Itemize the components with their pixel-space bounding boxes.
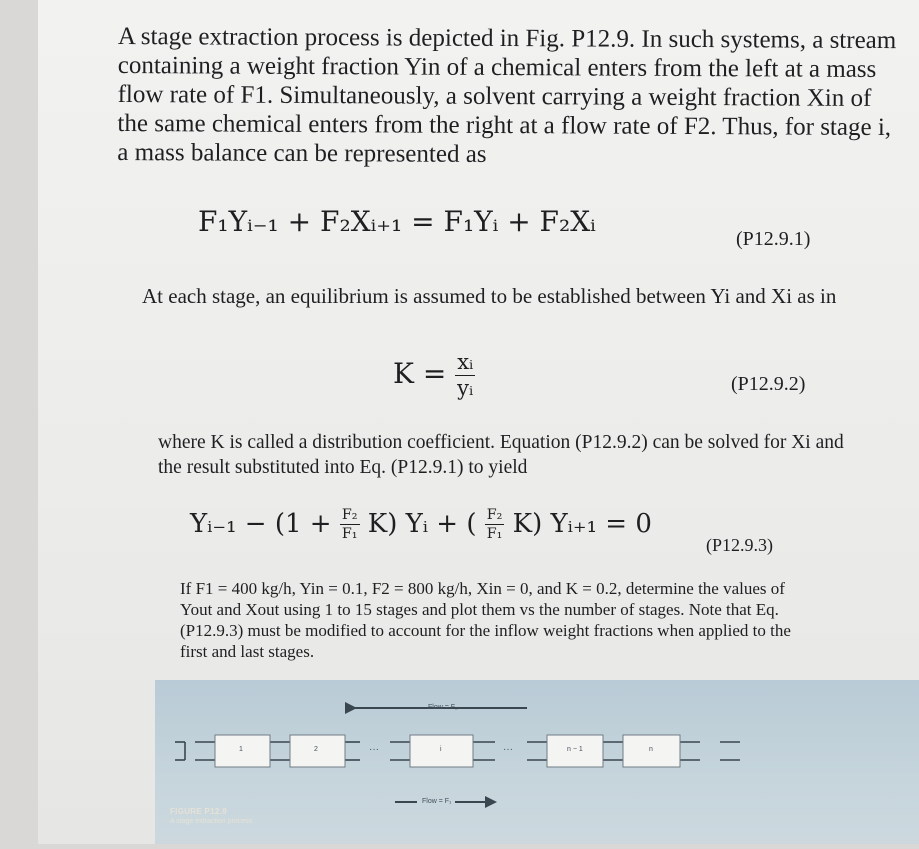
stage-label-n-minus-1: n − 1 [567, 746, 583, 753]
equation-3-frac-a-num: F₂ [340, 508, 360, 525]
problem-statement-paragraph: If F1 = 400 kg/h, Yin = 0.1, F2 = 800 kg/h, Xin = 0, and K = 0.2, determine the values of Yout and Xout using 1 to 15 stages and plot them vs the number of stages. Note that Eq. (P12.9.3) must be modified to account for the inflow weight fractions when applied to the first and last stages. [180, 579, 791, 661]
intro-paragraph: A stage extraction process is depicted in Fig. P12.9. In such systems, a stream containing a weight fraction Yin of a chemical enters from the left at a mass flow rate of F1. Simultaneously, a solvent carrying a weight fraction Xin of the same chemical enters from the right at a flow rate of F2. Thus, for stage i, a mass balance can be represented as [117, 22, 897, 168]
equation-2-denominator: yᵢ [457, 376, 474, 400]
ellipsis-left: ··· [369, 744, 379, 755]
equation-3-part3: K) Yᵢ₊₁ = 0 [512, 508, 652, 539]
stage-label-2: 2 [314, 746, 318, 753]
ellipsis-right: ··· [503, 744, 513, 755]
equation-number-3: (P12.9.3) [706, 535, 773, 555]
distribution-paragraph: where K is called a distribution coefficient. Equation (P12.9.2) can be solved for Xi and the result substituted into Eq. (P12.9.1) to yield [158, 432, 844, 478]
equation-2-lhs: K = [393, 357, 447, 390]
equation-p12-9-2 [393, 352, 475, 399]
equation-3-fraction-a [340, 508, 360, 542]
equation-3-part1: Yᵢ₋₁ − (1 + [190, 508, 332, 539]
equation-number-2: (P12.9.2) [731, 373, 806, 395]
equation-3-frac-a-den: F₁ [341, 526, 358, 543]
flow-f2-label: Flow = F₂ [428, 704, 458, 711]
equation-p12-9-3 [190, 508, 652, 542]
figure-caption-text: A stage extraction process [170, 818, 253, 825]
stage-extraction-diagram [155, 680, 919, 844]
equation-3-fraction-b [485, 508, 505, 542]
stage-extraction-figure [155, 680, 919, 844]
equation-p12-9-1: F₁Yᵢ₋₁ + F₂Xᵢ₊₁ = F₁Yᵢ + F₂Xᵢ [198, 205, 596, 238]
equation-number-1: (P12.9.1) [736, 228, 811, 250]
stage-label-1: 1 [239, 746, 243, 753]
equation-2-numerator: xᵢ [457, 350, 474, 374]
stage-boxes [215, 735, 680, 767]
figure-caption [170, 807, 252, 825]
equation-3-part2: K) Yᵢ + ( [367, 508, 477, 539]
stage-label-n: n [649, 746, 653, 753]
figure-caption-title: FIGURE P12.9 [170, 807, 227, 816]
equation-3-frac-b-num: F₂ [485, 508, 505, 525]
flow-f1-label: Flow = F₁ [422, 798, 452, 805]
stage-label-i: i [440, 746, 442, 753]
equation-3-frac-b-den: F₁ [486, 526, 503, 543]
equilibrium-paragraph: At each stage, an equilibrium is assumed to be established between Yi and Xi as in [142, 284, 837, 308]
equation-2-fraction [455, 352, 475, 399]
